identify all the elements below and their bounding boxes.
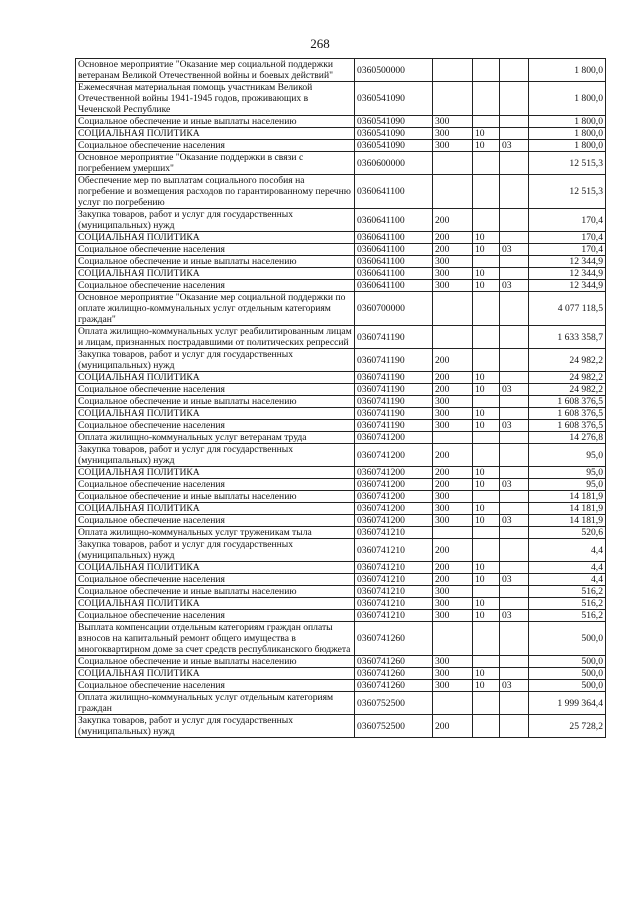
section-cell: 10: [473, 268, 500, 280]
expense-type-cell: 200: [433, 444, 473, 467]
row-name-cell: Оплата жилищно-коммунальных услуг ветеранам труда: [76, 432, 355, 444]
subsection-cell: [500, 692, 529, 715]
expense-type-cell: 300: [433, 491, 473, 503]
table-row: [76, 152, 606, 175]
row-name-cell: Закупка товаров, работ и услуг для государственных (муниципальных) нужд: [76, 349, 355, 372]
expense-type-cell: 300: [433, 256, 473, 268]
target-article-cell: 0360541090: [355, 82, 433, 116]
subsection-cell: [500, 432, 529, 444]
expense-type-cell: 200: [433, 384, 473, 396]
row-name-cell: СОЦИАЛЬНАЯ ПОЛИТИКА: [76, 268, 355, 280]
subsection-cell: [500, 562, 529, 574]
section-cell: [473, 82, 500, 116]
amount-cell: 500,0: [529, 656, 606, 668]
row-name-cell: Обеспечение мер по выплатам социального пособия на погребение и возмещения расходов по гарантированному перечню услуг по погребению: [76, 175, 355, 209]
table-row: [76, 586, 606, 598]
table-row: [76, 256, 606, 268]
section-cell: [473, 59, 500, 82]
row-name-cell: Основное мероприятие "Оказание мер социальной поддержки по оплате жилищно-коммунальных услуг отдельным категориям граждан": [76, 292, 355, 326]
table-row: [76, 128, 606, 140]
subsection-cell: 03: [500, 515, 529, 527]
table-row: [76, 444, 606, 467]
subsection-cell: [500, 586, 529, 598]
amount-cell: 1 800,0: [529, 116, 606, 128]
table-row: [76, 408, 606, 420]
table-row: [76, 396, 606, 408]
expense-type-cell: 300: [433, 128, 473, 140]
target-article-cell: 0360741190: [355, 408, 433, 420]
table-row: [76, 384, 606, 396]
row-name-cell: Закупка товаров, работ и услуг для государственных (муниципальных) нужд: [76, 539, 355, 562]
row-name-cell: Социальное обеспечение населения: [76, 479, 355, 491]
table-row: [76, 479, 606, 491]
amount-cell: 24 982,2: [529, 384, 606, 396]
expense-type-cell: 300: [433, 668, 473, 680]
subsection-cell: [500, 467, 529, 479]
table-row: [76, 562, 606, 574]
table-row: [76, 432, 606, 444]
row-name-cell: Социальное обеспечение населения: [76, 515, 355, 527]
row-name-cell: Социальное обеспечение и иные выплаты населению: [76, 256, 355, 268]
row-name-cell: Закупка товаров, работ и услуг для государственных (муниципальных) нужд: [76, 209, 355, 232]
expense-type-cell: 300: [433, 515, 473, 527]
amount-cell: 1 608 376,5: [529, 396, 606, 408]
subsection-cell: [500, 209, 529, 232]
row-name-cell: СОЦИАЛЬНАЯ ПОЛИТИКА: [76, 467, 355, 479]
section-cell: 10: [473, 668, 500, 680]
amount-cell: 14 276,8: [529, 432, 606, 444]
subsection-cell: 03: [500, 140, 529, 152]
table-row: [76, 420, 606, 432]
section-cell: [473, 152, 500, 175]
section-cell: [473, 432, 500, 444]
table-row: [76, 268, 606, 280]
section-cell: 10: [473, 467, 500, 479]
target-article-cell: 0360752500: [355, 692, 433, 715]
section-cell: [473, 491, 500, 503]
target-article-cell: 0360641100: [355, 256, 433, 268]
section-cell: 10: [473, 680, 500, 692]
row-name-cell: Оплата жилищно-коммунальных услуг труженикам тыла: [76, 527, 355, 539]
table-row: [76, 539, 606, 562]
expense-type-cell: [433, 175, 473, 209]
expense-type-cell: 300: [433, 503, 473, 515]
subsection-cell: 03: [500, 574, 529, 586]
target-article-cell: 0360741260: [355, 680, 433, 692]
subsection-cell: [500, 116, 529, 128]
target-article-cell: 0360741200: [355, 491, 433, 503]
row-name-cell: СОЦИАЛЬНАЯ ПОЛИТИКА: [76, 408, 355, 420]
subsection-cell: 03: [500, 384, 529, 396]
expense-type-cell: [433, 692, 473, 715]
row-name-cell: Социальное обеспечение и иные выплаты населению: [76, 396, 355, 408]
row-name-cell: Социальное обеспечение населения: [76, 680, 355, 692]
subsection-cell: [500, 349, 529, 372]
target-article-cell: 0360741190: [355, 326, 433, 349]
subsection-cell: [500, 491, 529, 503]
expense-type-cell: 300: [433, 268, 473, 280]
row-name-cell: Социальное обеспечение и иные выплаты населению: [76, 116, 355, 128]
section-cell: 10: [473, 140, 500, 152]
subsection-cell: 03: [500, 420, 529, 432]
table-row: [76, 503, 606, 515]
amount-cell: 4,4: [529, 539, 606, 562]
subsection-cell: [500, 175, 529, 209]
row-name-cell: Основное мероприятие "Оказание мер социальной поддержки ветеранам Великой Отечественной войны и боевых действий": [76, 59, 355, 82]
row-name-cell: СОЦИАЛЬНАЯ ПОЛИТИКА: [76, 372, 355, 384]
expense-type-cell: 300: [433, 656, 473, 668]
section-cell: 10: [473, 244, 500, 256]
target-article-cell: 0360741190: [355, 396, 433, 408]
table-row: [76, 82, 606, 116]
expense-type-cell: 200: [433, 574, 473, 586]
subsection-cell: [500, 268, 529, 280]
section-cell: 10: [473, 479, 500, 491]
amount-cell: 500,0: [529, 680, 606, 692]
subsection-cell: 03: [500, 680, 529, 692]
target-article-cell: 0360741210: [355, 610, 433, 622]
budget-table: [75, 58, 606, 738]
subsection-cell: [500, 668, 529, 680]
table-row: [76, 668, 606, 680]
section-cell: [473, 209, 500, 232]
subsection-cell: [500, 232, 529, 244]
amount-cell: 1 608 376,5: [529, 420, 606, 432]
table-row: [76, 491, 606, 503]
amount-cell: 12 515,3: [529, 175, 606, 209]
target-article-cell: 0360741200: [355, 515, 433, 527]
target-article-cell: 0360541090: [355, 116, 433, 128]
section-cell: [473, 586, 500, 598]
table-row: [76, 372, 606, 384]
row-name-cell: СОЦИАЛЬНАЯ ПОЛИТИКА: [76, 503, 355, 515]
subsection-cell: [500, 292, 529, 326]
section-cell: [473, 444, 500, 467]
target-article-cell: 0360741200: [355, 503, 433, 515]
expense-type-cell: 300: [433, 420, 473, 432]
section-cell: 10: [473, 515, 500, 527]
table-row: [76, 232, 606, 244]
expense-type-cell: [433, 432, 473, 444]
row-name-cell: СОЦИАЛЬНАЯ ПОЛИТИКА: [76, 232, 355, 244]
target-article-cell: 0360741260: [355, 668, 433, 680]
expense-type-cell: 200: [433, 715, 473, 738]
target-article-cell: 0360541090: [355, 128, 433, 140]
expense-type-cell: 200: [433, 562, 473, 574]
section-cell: [473, 292, 500, 326]
subsection-cell: 03: [500, 280, 529, 292]
target-article-cell: 0360741200: [355, 479, 433, 491]
expense-type-cell: 200: [433, 467, 473, 479]
amount-cell: 1 608 376,5: [529, 408, 606, 420]
amount-cell: 1 800,0: [529, 59, 606, 82]
expense-type-cell: 200: [433, 372, 473, 384]
row-name-cell: Основное мероприятие "Оказание поддержки в связи с погребением умерших": [76, 152, 355, 175]
target-article-cell: 0360741260: [355, 622, 433, 656]
target-article-cell: 0360641100: [355, 268, 433, 280]
row-name-cell: Закупка товаров, работ и услуг для государственных (муниципальных) нужд: [76, 444, 355, 467]
section-cell: [473, 692, 500, 715]
amount-cell: 95,0: [529, 467, 606, 479]
subsection-cell: [500, 59, 529, 82]
section-cell: 10: [473, 408, 500, 420]
budget-table-body: [76, 59, 606, 738]
amount-cell: 4,4: [529, 562, 606, 574]
row-name-cell: СОЦИАЛЬНАЯ ПОЛИТИКА: [76, 598, 355, 610]
table-row: [76, 515, 606, 527]
amount-cell: 520,6: [529, 527, 606, 539]
section-cell: 10: [473, 574, 500, 586]
target-article-cell: 0360741210: [355, 598, 433, 610]
amount-cell: 1 633 358,7: [529, 326, 606, 349]
table-row: [76, 175, 606, 209]
table-row: [76, 610, 606, 622]
amount-cell: 170,4: [529, 209, 606, 232]
amount-cell: 4,4: [529, 574, 606, 586]
expense-type-cell: 300: [433, 408, 473, 420]
expense-type-cell: [433, 292, 473, 326]
table-row: [76, 680, 606, 692]
table-row: [76, 116, 606, 128]
page-number: 268: [310, 36, 330, 51]
row-name-cell: Ежемесячная материальная помощь участникам Великой Отечественной войны 1941-1945 годов, проживающих в Чеченской Республике: [76, 82, 355, 116]
target-article-cell: 0360741190: [355, 372, 433, 384]
row-name-cell: Социальное обеспечение и иные выплаты населению: [76, 656, 355, 668]
expense-type-cell: 200: [433, 349, 473, 372]
table-row: [76, 715, 606, 738]
row-name-cell: Оплата жилищно-коммунальных услуг отдельным категориям граждан: [76, 692, 355, 715]
row-name-cell: Социальное обеспечение населения: [76, 610, 355, 622]
amount-cell: 24 982,2: [529, 372, 606, 384]
expense-type-cell: 300: [433, 280, 473, 292]
section-cell: [473, 326, 500, 349]
subsection-cell: [500, 372, 529, 384]
expense-type-cell: 300: [433, 140, 473, 152]
expense-type-cell: 200: [433, 244, 473, 256]
expense-type-cell: 300: [433, 116, 473, 128]
target-article-cell: 0360500000: [355, 59, 433, 82]
section-cell: [473, 116, 500, 128]
expense-type-cell: 300: [433, 610, 473, 622]
target-article-cell: 0360741190: [355, 384, 433, 396]
row-name-cell: Выплата компенсации отдельным категориям граждан оплаты взносов на капитальный ремонт общего имущества в многоквартирном доме за счет средств республиканского бюджета: [76, 622, 355, 656]
table-row: [76, 692, 606, 715]
amount-cell: 24 982,2: [529, 349, 606, 372]
section-cell: [473, 527, 500, 539]
amount-cell: 1 999 364,4: [529, 692, 606, 715]
target-article-cell: 0360741210: [355, 574, 433, 586]
target-article-cell: 0360741210: [355, 539, 433, 562]
section-cell: [473, 396, 500, 408]
amount-cell: 12 515,3: [529, 152, 606, 175]
subsection-cell: [500, 256, 529, 268]
subsection-cell: [500, 503, 529, 515]
subsection-cell: 03: [500, 479, 529, 491]
row-name-cell: Оплата жилищно-коммунальных услуг реабилитированным лицам и лицам, признанных пострадавшими от политических репрессий: [76, 326, 355, 349]
amount-cell: 1 800,0: [529, 82, 606, 116]
amount-cell: 25 728,2: [529, 715, 606, 738]
section-cell: [473, 539, 500, 562]
subsection-cell: 03: [500, 610, 529, 622]
amount-cell: 500,0: [529, 622, 606, 656]
section-cell: 10: [473, 384, 500, 396]
expense-type-cell: 300: [433, 396, 473, 408]
section-cell: 10: [473, 610, 500, 622]
amount-cell: 14 181,9: [529, 503, 606, 515]
target-article-cell: 0360700000: [355, 292, 433, 326]
amount-cell: 12 344,9: [529, 268, 606, 280]
row-name-cell: СОЦИАЛЬНАЯ ПОЛИТИКА: [76, 562, 355, 574]
row-name-cell: СОЦИАЛЬНАЯ ПОЛИТИКА: [76, 668, 355, 680]
table-row: [76, 349, 606, 372]
expense-type-cell: [433, 527, 473, 539]
row-name-cell: Социальное обеспечение населения: [76, 384, 355, 396]
amount-cell: 95,0: [529, 479, 606, 491]
subsection-cell: [500, 656, 529, 668]
target-article-cell: 0360600000: [355, 152, 433, 175]
subsection-cell: [500, 152, 529, 175]
amount-cell: 516,2: [529, 598, 606, 610]
row-name-cell: Социальное обеспечение населения: [76, 420, 355, 432]
target-article-cell: 0360541090: [355, 140, 433, 152]
section-cell: [473, 349, 500, 372]
section-cell: [473, 656, 500, 668]
subsection-cell: [500, 128, 529, 140]
target-article-cell: 0360641100: [355, 209, 433, 232]
target-article-cell: 0360641100: [355, 244, 433, 256]
row-name-cell: Социальное обеспечение населения: [76, 244, 355, 256]
table-row: [76, 244, 606, 256]
amount-cell: 12 344,9: [529, 280, 606, 292]
subsection-cell: [500, 622, 529, 656]
expense-type-cell: 200: [433, 539, 473, 562]
subsection-cell: [500, 527, 529, 539]
amount-cell: 500,0: [529, 668, 606, 680]
section-cell: [473, 622, 500, 656]
expense-type-cell: [433, 326, 473, 349]
table-row: [76, 280, 606, 292]
subsection-cell: [500, 408, 529, 420]
amount-cell: 516,2: [529, 610, 606, 622]
expense-type-cell: 200: [433, 232, 473, 244]
target-article-cell: 0360741260: [355, 656, 433, 668]
section-cell: 10: [473, 128, 500, 140]
table-row: [76, 598, 606, 610]
row-name-cell: Социальное обеспечение и иные выплаты населению: [76, 586, 355, 598]
table-row: [76, 467, 606, 479]
target-article-cell: 0360641100: [355, 280, 433, 292]
target-article-cell: 0360741210: [355, 527, 433, 539]
table-row: [76, 209, 606, 232]
subsection-cell: [500, 396, 529, 408]
subsection-cell: 03: [500, 244, 529, 256]
subsection-cell: [500, 715, 529, 738]
amount-cell: 95,0: [529, 444, 606, 467]
target-article-cell: 0360741210: [355, 586, 433, 598]
amount-cell: 170,4: [529, 232, 606, 244]
expense-type-cell: [433, 152, 473, 175]
target-article-cell: 0360741190: [355, 349, 433, 372]
subsection-cell: [500, 539, 529, 562]
expense-type-cell: 200: [433, 209, 473, 232]
expense-type-cell: [433, 59, 473, 82]
target-article-cell: 0360741190: [355, 420, 433, 432]
amount-cell: 170,4: [529, 244, 606, 256]
table-row: [76, 622, 606, 656]
amount-cell: 14 181,9: [529, 491, 606, 503]
row-name-cell: Закупка товаров, работ и услуг для государственных (муниципальных) нужд: [76, 715, 355, 738]
section-cell: 10: [473, 562, 500, 574]
table-row: [76, 574, 606, 586]
expense-type-cell: 300: [433, 598, 473, 610]
section-cell: [473, 256, 500, 268]
expense-type-cell: [433, 622, 473, 656]
amount-cell: 4 077 118,5: [529, 292, 606, 326]
table-row: [76, 656, 606, 668]
row-name-cell: Социальное обеспечение населения: [76, 574, 355, 586]
target-article-cell: 0360641100: [355, 175, 433, 209]
subsection-cell: [500, 326, 529, 349]
target-article-cell: 0360741210: [355, 562, 433, 574]
section-cell: [473, 175, 500, 209]
target-article-cell: 0360741200: [355, 432, 433, 444]
table-row: [76, 326, 606, 349]
amount-cell: 12 344,9: [529, 256, 606, 268]
expense-type-cell: 200: [433, 479, 473, 491]
row-name-cell: Социальное обеспечение населения: [76, 280, 355, 292]
row-name-cell: Социальное обеспечение населения: [76, 140, 355, 152]
section-cell: 10: [473, 420, 500, 432]
expense-type-cell: 300: [433, 680, 473, 692]
subsection-cell: [500, 598, 529, 610]
table-row: [76, 59, 606, 82]
section-cell: 10: [473, 598, 500, 610]
target-article-cell: 0360741200: [355, 467, 433, 479]
target-article-cell: 0360741200: [355, 444, 433, 467]
subsection-cell: [500, 444, 529, 467]
section-cell: [473, 715, 500, 738]
row-name-cell: СОЦИАЛЬНАЯ ПОЛИТИКА: [76, 128, 355, 140]
section-cell: 10: [473, 232, 500, 244]
amount-cell: 14 181,9: [529, 515, 606, 527]
expense-type-cell: 300: [433, 586, 473, 598]
table-row: [76, 292, 606, 326]
section-cell: 10: [473, 372, 500, 384]
amount-cell: 1 800,0: [529, 128, 606, 140]
section-cell: 10: [473, 280, 500, 292]
expense-type-cell: [433, 82, 473, 116]
section-cell: 10: [473, 503, 500, 515]
table-row: [76, 527, 606, 539]
target-article-cell: 0360752500: [355, 715, 433, 738]
target-article-cell: 0360641100: [355, 232, 433, 244]
table-row: [76, 140, 606, 152]
amount-cell: 516,2: [529, 586, 606, 598]
amount-cell: 1 800,0: [529, 140, 606, 152]
row-name-cell: Социальное обеспечение и иные выплаты населению: [76, 491, 355, 503]
subsection-cell: [500, 82, 529, 116]
